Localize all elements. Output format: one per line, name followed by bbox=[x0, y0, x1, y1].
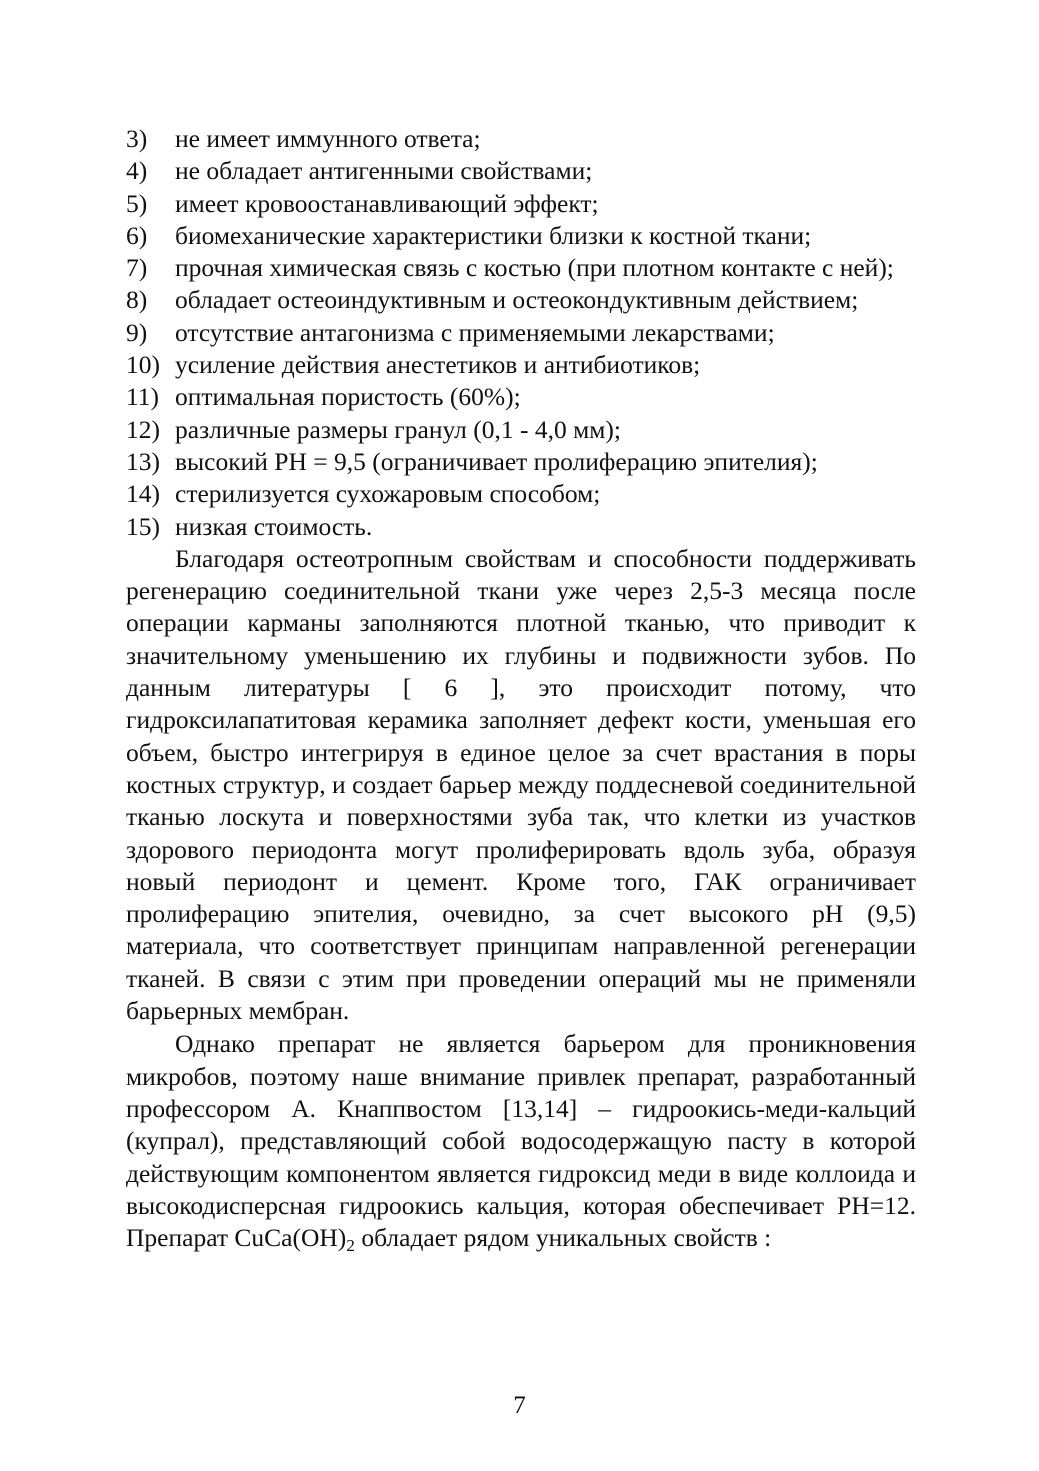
list-item-text: высокий PH = 9,5 (ограничивает пролиферацию эпителия); bbox=[175, 446, 818, 476]
list-item-number: 15) bbox=[126, 511, 160, 541]
list-item-text: стерилизуется сухожаровым способом; bbox=[175, 479, 601, 509]
list-item-text: имеет кровоостанавливающий эффект; bbox=[175, 188, 599, 218]
list-item bbox=[126, 381, 916, 413]
list-item bbox=[126, 220, 916, 252]
list-item-number: 4) bbox=[126, 156, 148, 186]
list-item bbox=[126, 155, 916, 187]
list-item-number: 12) bbox=[126, 414, 160, 444]
list-item bbox=[126, 349, 916, 381]
list-item-text: низкая стоимость. bbox=[175, 511, 373, 541]
chemical-subscript: 2 bbox=[346, 1235, 355, 1255]
list-item-number: 5) bbox=[126, 188, 148, 218]
list-item-number: 10) bbox=[126, 350, 160, 380]
list-item-text: обладает остеоиндуктивным и остеокондуктивным действием; bbox=[175, 285, 859, 315]
paragraph-2-text-end: обладает рядом уникальных свойств : bbox=[354, 1223, 772, 1253]
list-item-text: биомеханические характеристики близки к костной ткани; bbox=[175, 220, 812, 250]
list-item bbox=[126, 478, 916, 510]
page-content bbox=[126, 123, 916, 1254]
page-number: 7 bbox=[513, 1392, 526, 1419]
list-item-number: 3) bbox=[126, 124, 148, 153]
list-item bbox=[126, 123, 916, 155]
list-item-number: 14) bbox=[126, 479, 160, 509]
list-item bbox=[126, 284, 916, 316]
list-item bbox=[126, 317, 916, 349]
list-item bbox=[126, 414, 916, 446]
list-item-number: 8) bbox=[126, 285, 148, 315]
list-item-number: 7) bbox=[126, 253, 148, 283]
body-paragraph-1: Благодаря остеотропным свойствам и способности поддерживать регенерацию соединительной ткани уже через 2,5-3 месяца после операции карманы заполняются плотной тканью, что приводит к значительному уменьшению их глубины и подвижности зубов. По данным литературы [ 6 ], это происходит потому, что гидроксилапатитовая керамика заполняет дефект кости, уменьшая его объем, быстро интегрируя в единое целое за счет врастания в поры костных структур, и создает барьер между поддесневой соединительной тканью лоскута и поверхностями зуба так, что клетки из участков здорового периодонта могут пролиферировать вдоль зуба, образуя новый периодонт и цемент. Кроме того, ГАК ограничивает пролиферацию эпителия, очевидно, за счет высокого pH (9,5) материала, что соответствует принципам направленной регенерации тканей. В связи с этим при проведении операций мы не применяли барьерных мембран. bbox=[126, 543, 916, 1026]
properties-list bbox=[126, 123, 916, 543]
list-item-text: не обладает антигенными свойствами; bbox=[175, 156, 593, 186]
list-item-text: не имеет иммунного ответа; bbox=[175, 124, 481, 153]
list-item-number: 6) bbox=[126, 220, 148, 250]
list-item bbox=[126, 252, 916, 284]
list-item-text: прочная химическая связь с костью (при плотном контакте с ней); bbox=[175, 253, 894, 283]
list-item-number: 13) bbox=[126, 446, 160, 476]
body-paragraph-2 bbox=[126, 1028, 916, 1254]
list-item-number: 11) bbox=[126, 382, 160, 412]
list-item-text: различные размеры гранул (0,1 - 4,0 мм); bbox=[175, 414, 621, 444]
list-item-text: оптимальная пористость (60%); bbox=[175, 382, 521, 412]
list-item bbox=[126, 446, 916, 478]
paragraph-2-text: Однако препарат не является барьером для проникновения микробов, поэтому наше внимание привлек препарат, разработанный профессором А. Кнаппвостом [13,14] – гидроокись-меди-кальций (купрал), представляющий собой водосодержащую пасту в которой действующим компонентом является гидроксид меди в виде коллоида и высокодисперсная гидроокись кальция, которая обеспечивает PH=12. Препарат CuCa(OH) bbox=[126, 1029, 916, 1253]
list-item-number: 9) bbox=[126, 317, 148, 347]
list-item-text: отсутствие антагонизма с применяемыми лекарствами; bbox=[175, 317, 775, 347]
list-item-text: усиление действия анестетиков и антибиотиков; bbox=[175, 350, 701, 380]
list-item bbox=[126, 511, 916, 543]
list-item bbox=[126, 188, 916, 220]
